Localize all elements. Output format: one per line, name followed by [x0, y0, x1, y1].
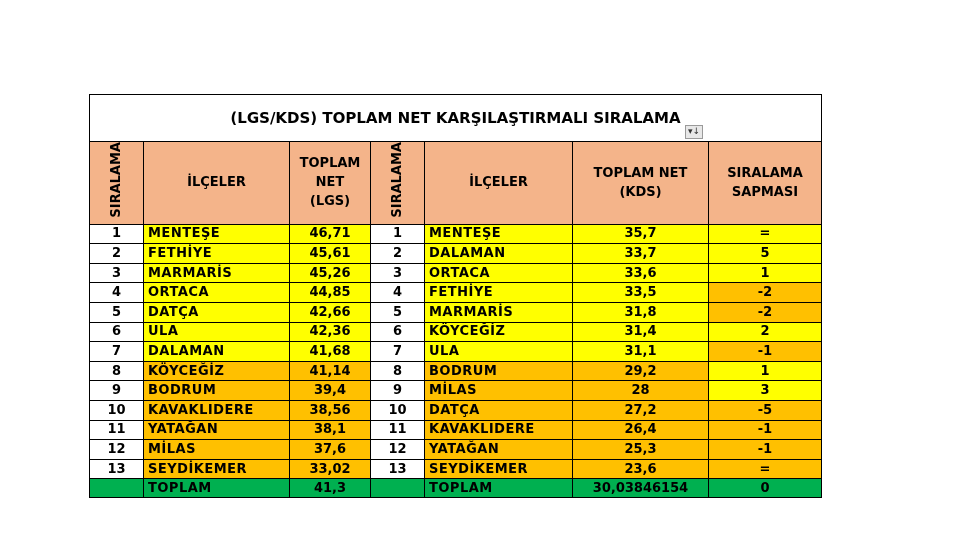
- deviation-cell: -5: [709, 400, 822, 420]
- district-lgs-cell: FETHİYE: [144, 244, 290, 264]
- rank-lgs-cell: 11: [90, 420, 144, 440]
- district-kds-cell: ORTACA: [425, 263, 573, 283]
- lgs-value-cell: 41,68: [290, 342, 371, 362]
- district-lgs-cell: KÖYCEĞİZ: [144, 361, 290, 381]
- district-kds-cell: KÖYCEĞİZ: [425, 322, 573, 342]
- rank-kds-cell: 4: [371, 283, 425, 303]
- rank-lgs-cell: 10: [90, 400, 144, 420]
- rank-kds-cell: 13: [371, 459, 425, 479]
- rank-lgs-cell: 5: [90, 303, 144, 323]
- rank-lgs-cell: 6: [90, 322, 144, 342]
- deviation-cell: =: [709, 459, 822, 479]
- header-rank-kds: [371, 142, 425, 225]
- table-title: (LGS/KDS) TOPLAM NET KARŞILAŞTIRMALI SIRALAMA: [230, 109, 681, 127]
- header-lgs-line-2: NET: [315, 175, 345, 191]
- total-kds-value: 30,03846154: [573, 479, 709, 498]
- rank-lgs-cell: 1: [90, 224, 144, 244]
- deviation-cell: -2: [709, 283, 822, 303]
- kds-value-cell: 29,2: [573, 361, 709, 381]
- deviation-cell: 3: [709, 381, 822, 401]
- deviation-cell: =: [709, 224, 822, 244]
- table-row: [90, 303, 822, 323]
- deviation-cell: 5: [709, 244, 822, 264]
- district-lgs-cell: MENTEŞE: [144, 224, 290, 244]
- kds-value-cell: 31,4: [573, 322, 709, 342]
- rank-kds-cell: 3: [371, 263, 425, 283]
- lgs-value-cell: 41,14: [290, 361, 371, 381]
- deviation-cell: -2: [709, 303, 822, 323]
- rank-kds-cell: 9: [371, 381, 425, 401]
- table-row: [90, 224, 822, 244]
- filter-dropdown-icon[interactable]: ▾↓: [685, 125, 703, 139]
- table-row: [90, 381, 822, 401]
- district-lgs-cell: MİLAS: [144, 440, 290, 460]
- district-lgs-cell: ULA: [144, 322, 290, 342]
- header-rank-lgs-label: SIRALAMA: [109, 142, 124, 218]
- district-kds-cell: YATAĞAN: [425, 440, 573, 460]
- lgs-value-cell: 39,4: [290, 381, 371, 401]
- deviation-cell: -1: [709, 420, 822, 440]
- lgs-value-cell: 37,6: [290, 440, 371, 460]
- deviation-cell: 1: [709, 361, 822, 381]
- header-district-lgs: İLÇELER: [144, 142, 290, 225]
- deviation-cell: -1: [709, 342, 822, 362]
- header-kds-total: [573, 142, 709, 225]
- rank-lgs-cell: 7: [90, 342, 144, 362]
- rank-kds-cell: 1: [371, 224, 425, 244]
- table-row: [90, 420, 822, 440]
- lgs-value-cell: 45,26: [290, 263, 371, 283]
- total-rank-kds: [371, 479, 425, 498]
- lgs-value-cell: 38,1: [290, 420, 371, 440]
- header-district-kds: İLÇELER: [425, 142, 573, 225]
- lgs-value-cell: 42,36: [290, 322, 371, 342]
- table-row: [90, 459, 822, 479]
- district-lgs-cell: ORTACA: [144, 283, 290, 303]
- table-row: [90, 440, 822, 460]
- total-deviation-value: 0: [709, 479, 822, 498]
- rank-lgs-cell: 3: [90, 263, 144, 283]
- header-rank-lgs: [90, 142, 144, 225]
- rank-kds-cell: 7: [371, 342, 425, 362]
- lgs-value-cell: 38,56: [290, 400, 371, 420]
- kds-value-cell: 31,1: [573, 342, 709, 362]
- table-row: [90, 244, 822, 264]
- table-row: [90, 361, 822, 381]
- rank-kds-cell: 6: [371, 322, 425, 342]
- district-kds-cell: MARMARİS: [425, 303, 573, 323]
- table-row: [90, 322, 822, 342]
- district-lgs-cell: MARMARİS: [144, 263, 290, 283]
- district-lgs-cell: DALAMAN: [144, 342, 290, 362]
- total-row: [90, 479, 822, 498]
- rank-lgs-cell: 2: [90, 244, 144, 264]
- kds-value-cell: 31,8: [573, 303, 709, 323]
- rank-kds-cell: 5: [371, 303, 425, 323]
- header-lgs-line-3: (LGS): [309, 194, 351, 210]
- header-deviation-line-2: SAPMASI: [731, 184, 799, 200]
- rank-kds-cell: 2: [371, 244, 425, 264]
- kds-value-cell: 27,2: [573, 400, 709, 420]
- header-kds-line-1: TOPLAM NET: [593, 165, 688, 181]
- district-kds-cell: BODRUM: [425, 361, 573, 381]
- district-kds-cell: KAVAKLIDERE: [425, 420, 573, 440]
- rank-lgs-cell: 12: [90, 440, 144, 460]
- total-lgs-value: 41,3: [290, 479, 371, 498]
- district-kds-cell: SEYDİKEMER: [425, 459, 573, 479]
- deviation-cell: 1: [709, 263, 822, 283]
- district-kds-cell: DALAMAN: [425, 244, 573, 264]
- total-rank-lgs: [90, 479, 144, 498]
- header-deviation: [709, 142, 822, 225]
- rank-kds-cell: 12: [371, 440, 425, 460]
- kds-value-cell: 35,7: [573, 224, 709, 244]
- deviation-cell: 2: [709, 322, 822, 342]
- lgs-value-cell: 42,66: [290, 303, 371, 323]
- deviation-cell: -1: [709, 440, 822, 460]
- comparison-table: [89, 94, 822, 498]
- district-lgs-cell: DATÇA: [144, 303, 290, 323]
- kds-value-cell: 23,6: [573, 459, 709, 479]
- rank-kds-cell: 11: [371, 420, 425, 440]
- header-lgs-total: [290, 142, 371, 225]
- district-kds-cell: MENTEŞE: [425, 224, 573, 244]
- kds-value-cell: 26,4: [573, 420, 709, 440]
- district-lgs-cell: YATAĞAN: [144, 420, 290, 440]
- rank-lgs-cell: 9: [90, 381, 144, 401]
- rank-lgs-cell: 13: [90, 459, 144, 479]
- rank-lgs-cell: 4: [90, 283, 144, 303]
- district-kds-cell: DATÇA: [425, 400, 573, 420]
- district-lgs-cell: SEYDİKEMER: [144, 459, 290, 479]
- kds-value-cell: 25,3: [573, 440, 709, 460]
- header-deviation-line-1: SIRALAMA: [727, 165, 803, 181]
- lgs-value-cell: 33,02: [290, 459, 371, 479]
- kds-value-cell: 33,7: [573, 244, 709, 264]
- rank-kds-cell: 8: [371, 361, 425, 381]
- district-kds-cell: FETHİYE: [425, 283, 573, 303]
- rank-lgs-cell: 8: [90, 361, 144, 381]
- table-row: [90, 283, 822, 303]
- district-kds-cell: MİLAS: [425, 381, 573, 401]
- header-rank-kds-label: SIRALAMA: [390, 142, 405, 218]
- lgs-value-cell: 46,71: [290, 224, 371, 244]
- lgs-value-cell: 44,85: [290, 283, 371, 303]
- total-label-lgs: TOPLAM: [144, 479, 290, 498]
- header-lgs-line-1: TOPLAM: [299, 156, 361, 172]
- kds-value-cell: 33,5: [573, 283, 709, 303]
- table-title-cell: [90, 95, 822, 142]
- district-kds-cell: ULA: [425, 342, 573, 362]
- total-label-kds: TOPLAM: [425, 479, 573, 498]
- rank-kds-cell: 10: [371, 400, 425, 420]
- header-kds-line-2: (KDS): [619, 184, 662, 200]
- table-row: [90, 342, 822, 362]
- kds-value-cell: 33,6: [573, 263, 709, 283]
- district-lgs-cell: KAVAKLIDERE: [144, 400, 290, 420]
- kds-value-cell: 28: [573, 381, 709, 401]
- district-lgs-cell: BODRUM: [144, 381, 290, 401]
- table-row: [90, 263, 822, 283]
- lgs-value-cell: 45,61: [290, 244, 371, 264]
- table-row: [90, 400, 822, 420]
